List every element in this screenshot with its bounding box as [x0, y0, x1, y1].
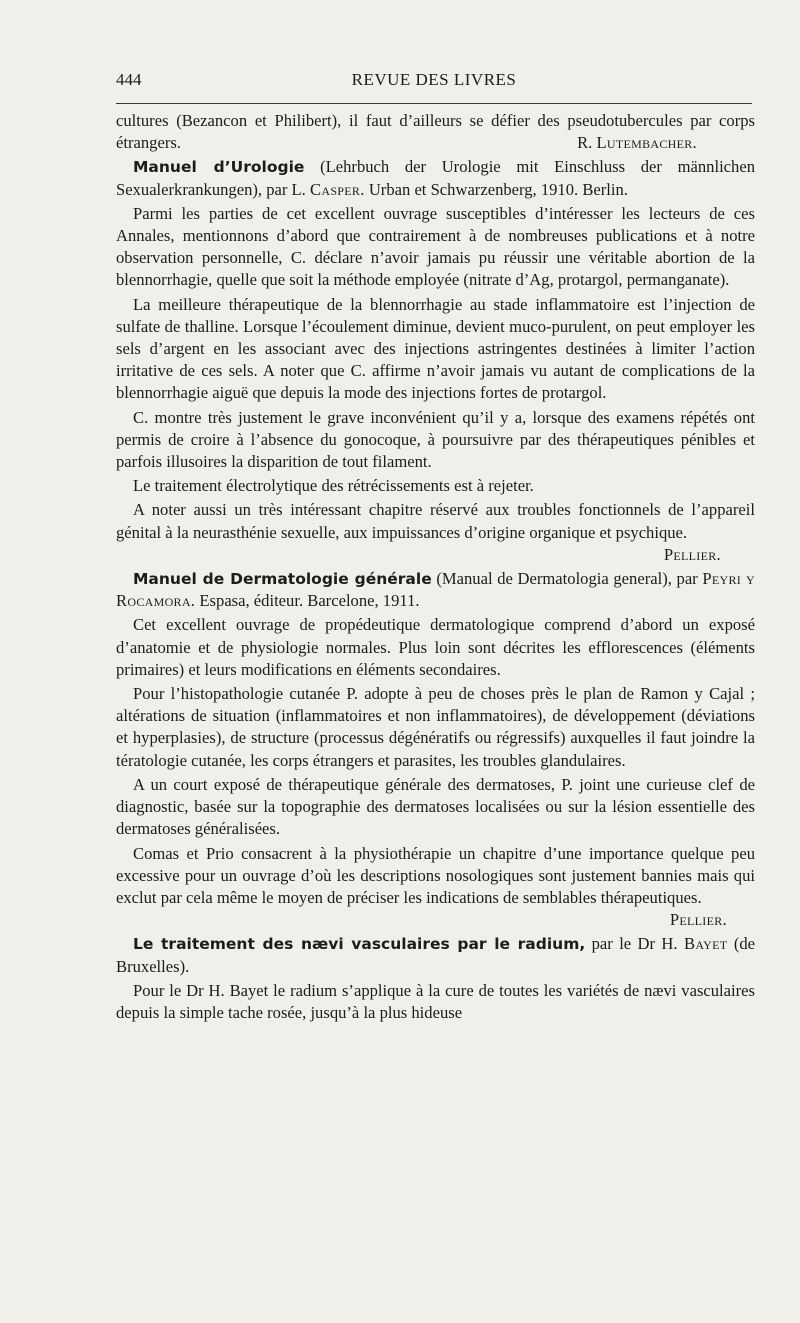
paragraph: Cet excellent ouvrage de propédeutique dermatologique comprend d’abord un exposé d’anatomie et de physiologie normales. Plus loin sont décrites les efflorescences (éléments primaires) et leurs modifications en éléments secondaires. — [116, 615, 755, 679]
paragraph: Comas et Prio consacrent à la physiothérapie un chapitre d’une importance quelque peu excessive pour un ouvrage d’où les descriptions nosologiques sont justement bannies mais qui exclut par cela même le moyen de préciser les indications de semblables thérapeutiques. Pellier. — [116, 843, 755, 932]
paragraph: Le traitement électrolytique des rétrécissements est à rejeter. — [133, 476, 534, 496]
review-title: Le traitement des nævi vasculaires par le radium, — [133, 935, 586, 954]
paragraph: Pour l’histopathologie cutanée P. adopte à peu de choses près le plan de Ramon y Cajal ; altérations de situation (inflammatoires et non inflammatoires), de développement (déviations et hyperplasies), de structure (processus dégénératifs ou régressifs) auxquelles il faut joindre la tératologie cutanée, les corps étrangers et parasites, les troubles glandulaires. — [116, 684, 755, 770]
signature: R. Lutembacher. — [577, 133, 697, 153]
review-title: Manuel d’Urologie — [133, 158, 305, 177]
page-body — [116, 110, 755, 1026]
review-heading: Manuel de Dermatologie générale (Manual de Dermatologia general), par Peyri y Rocamora. Espasa, éditeur. Barcelone, 1911. — [116, 569, 755, 611]
signature: Pellier. — [663, 544, 721, 564]
review-author: Peyri y Rocamora. — [116, 569, 755, 611]
review-heading: Manuel d’Urologie (Lehrbuch der Urologie mit Einschluss der männlichen Sexualerkrankungen), par L. Casper. Urban et Schwarzenberg, 1910. Berlin. — [116, 157, 755, 199]
review-author: Bayet — [683, 934, 728, 954]
review-author: Casper. — [310, 179, 365, 199]
running-title: REVUE DES LIVRES — [351, 70, 517, 89]
paragraph: C. montre très justement le grave inconvénient qu’il y a, lorsque des examens répétés ont permis de croire à l’absence du gonocoque, à poursuivre par des thérapeutiques pénibles et parfois illusoires la disparition de tout filament. — [116, 407, 755, 472]
paragraph: Pour le Dr H. Bayet le radium s’applique à la cure de toutes les variétés de nævi vasculaires depuis la simple tache rosée, jusqu’à la plus hideuse — [116, 980, 755, 1022]
paragraph: Parmi les parties de cet excellent ouvrage susceptibles d’intéresser les lecteurs de ces Annales, mentionnons d’abord que contrairement à de nombreuses publications et à notre observation personnelle, C. déclare n’avoir jamais pu réussir une véritable abortion de la blennorrhagie, quelle que soit la méthode employée (nitrate d’Ag, protargol, permanganate). — [116, 203, 755, 290]
review-heading: Le traitement des nævi vasculaires par le radium, par le Dr H. Bayet (de Bruxelles). — [116, 934, 756, 976]
paragraph: cultures (Bezancon et Philibert), il faut d’ailleurs se défier des pseudotubercules par corps étrangers. R. Lutembacher. — [116, 110, 755, 154]
page-number: 444 — [116, 70, 142, 89]
header-rule — [116, 103, 752, 104]
review-title: Manuel de Dermatologie générale — [133, 570, 432, 589]
running-header — [116, 70, 752, 100]
signature: Pellier. — [669, 910, 727, 930]
paragraph: A un court exposé de thérapeutique générale des dermatoses, P. joint une curieuse clef de diagnostic, basée sur la topographie des dermatoses localisées ou sur la lésion essentielle des dermatoses généralisées. — [116, 774, 755, 839]
paragraph: A noter aussi un très intéressant chapitre réservé aux troubles fonctionnels de l’appareil génital à la neurasthénie sexuelle, aux impuissances d’origine organique et psychique. Pellier. — [116, 499, 755, 566]
paragraph: La meilleure thérapeutique de la blennorrhagie au stade inflammatoire est l’injection de sulfate de thalline. Lorsque l’écoulement diminue, devient muco-purulent, on peut employer les sels d’argent en les associant avec des injections astringentes destinées à limiter l’action irritative de ces sels. A noter que C. affirme n’avoir jamais vu autant de complications de la blennorrhagie aiguë que depuis la mode des injections fortes de protargol. — [116, 294, 755, 403]
